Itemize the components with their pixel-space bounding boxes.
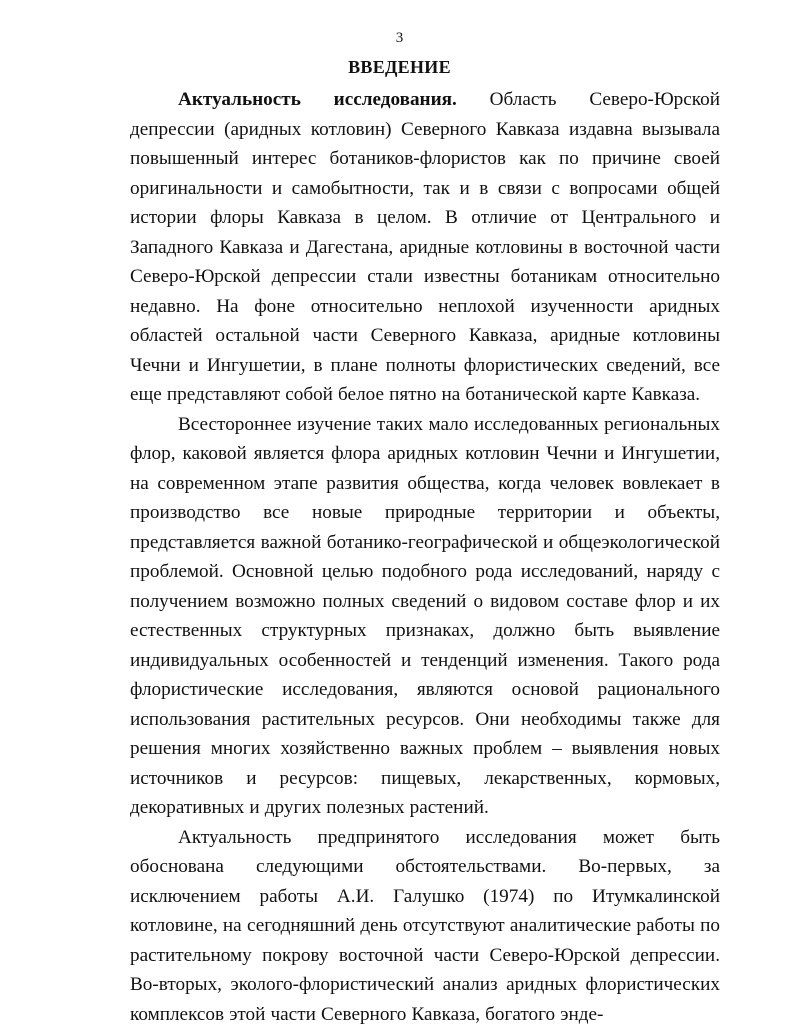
paragraph-justification	[130, 823, 720, 1030]
paragraph-lead: Актуальность исследования.	[178, 89, 457, 110]
paragraph-relevance	[130, 85, 720, 410]
paragraph-text: Всестороннее изучение таких мало исследованных региональных флор, каковой является флора аридных котловин Чечни и Ингушетии, на современном этапе развития общества, когда человек вовлекает в производство все новые природные территории и объекты, представляется важной ботанико-географической и общеэкологической проблемой. Основной целью подобного рода исследований, наряду с получением возможно полных сведений о видовом составе флор и их естественных структурных признаках, должно быть выявление индивидуальных особенностей и тенденций изменения. Такого рода флористические исследования, являются основой рационального использования растительных ресурсов. Они необходимы также для решения многих хозяйственно важных проблем – выявления новых источников и ресурсов: пищевых, лекарственных, кормовых, декоративных и других полезных растений.	[130, 413, 720, 818]
paragraph-text: Область Северо-Юрской депрессии (аридных котловин) Северного Кавказа издавна вызывала повышенный интерес ботаников-флористов как по причине своей оригинальности и самобытности, так и в связи с вопросами общей истории флоры Кавказа в целом. В отличие от Центрального и Западного Кавказа и Дагестана, аридные котловины в восточной части Северо-Юрской депрессии стали известны ботаникам относительно недавно. На фоне относительно неплохой изученности аридных областей остальной части Северного Кавказа, аридные котловины Чечни и Ингушетии, в плане полноты флористических сведений, все еще представляют собой белое пятно на ботанической карте Кавказа.	[130, 89, 720, 405]
document-body	[130, 85, 720, 1029]
section-heading: ВВЕДЕНИЕ	[348, 57, 451, 77]
paragraph-study	[130, 410, 720, 823]
page-number: 3	[395, 30, 404, 46]
paragraph-text: Актуальность предпринятого исследования может быть обоснована следующими обстоятельствами. Во-первых, за исключением работы А.И. Галушко (1974) по Итумкалинской котловине, на сегодняшний день отсутствуют аналитические работы по растительному покрову восточной части Северо-Юрской депрессии. Во-вторых, эколого-флористический анализ аридных флористических комплексов этой части Северного Кавказа, богатого энде-	[130, 826, 720, 1025]
